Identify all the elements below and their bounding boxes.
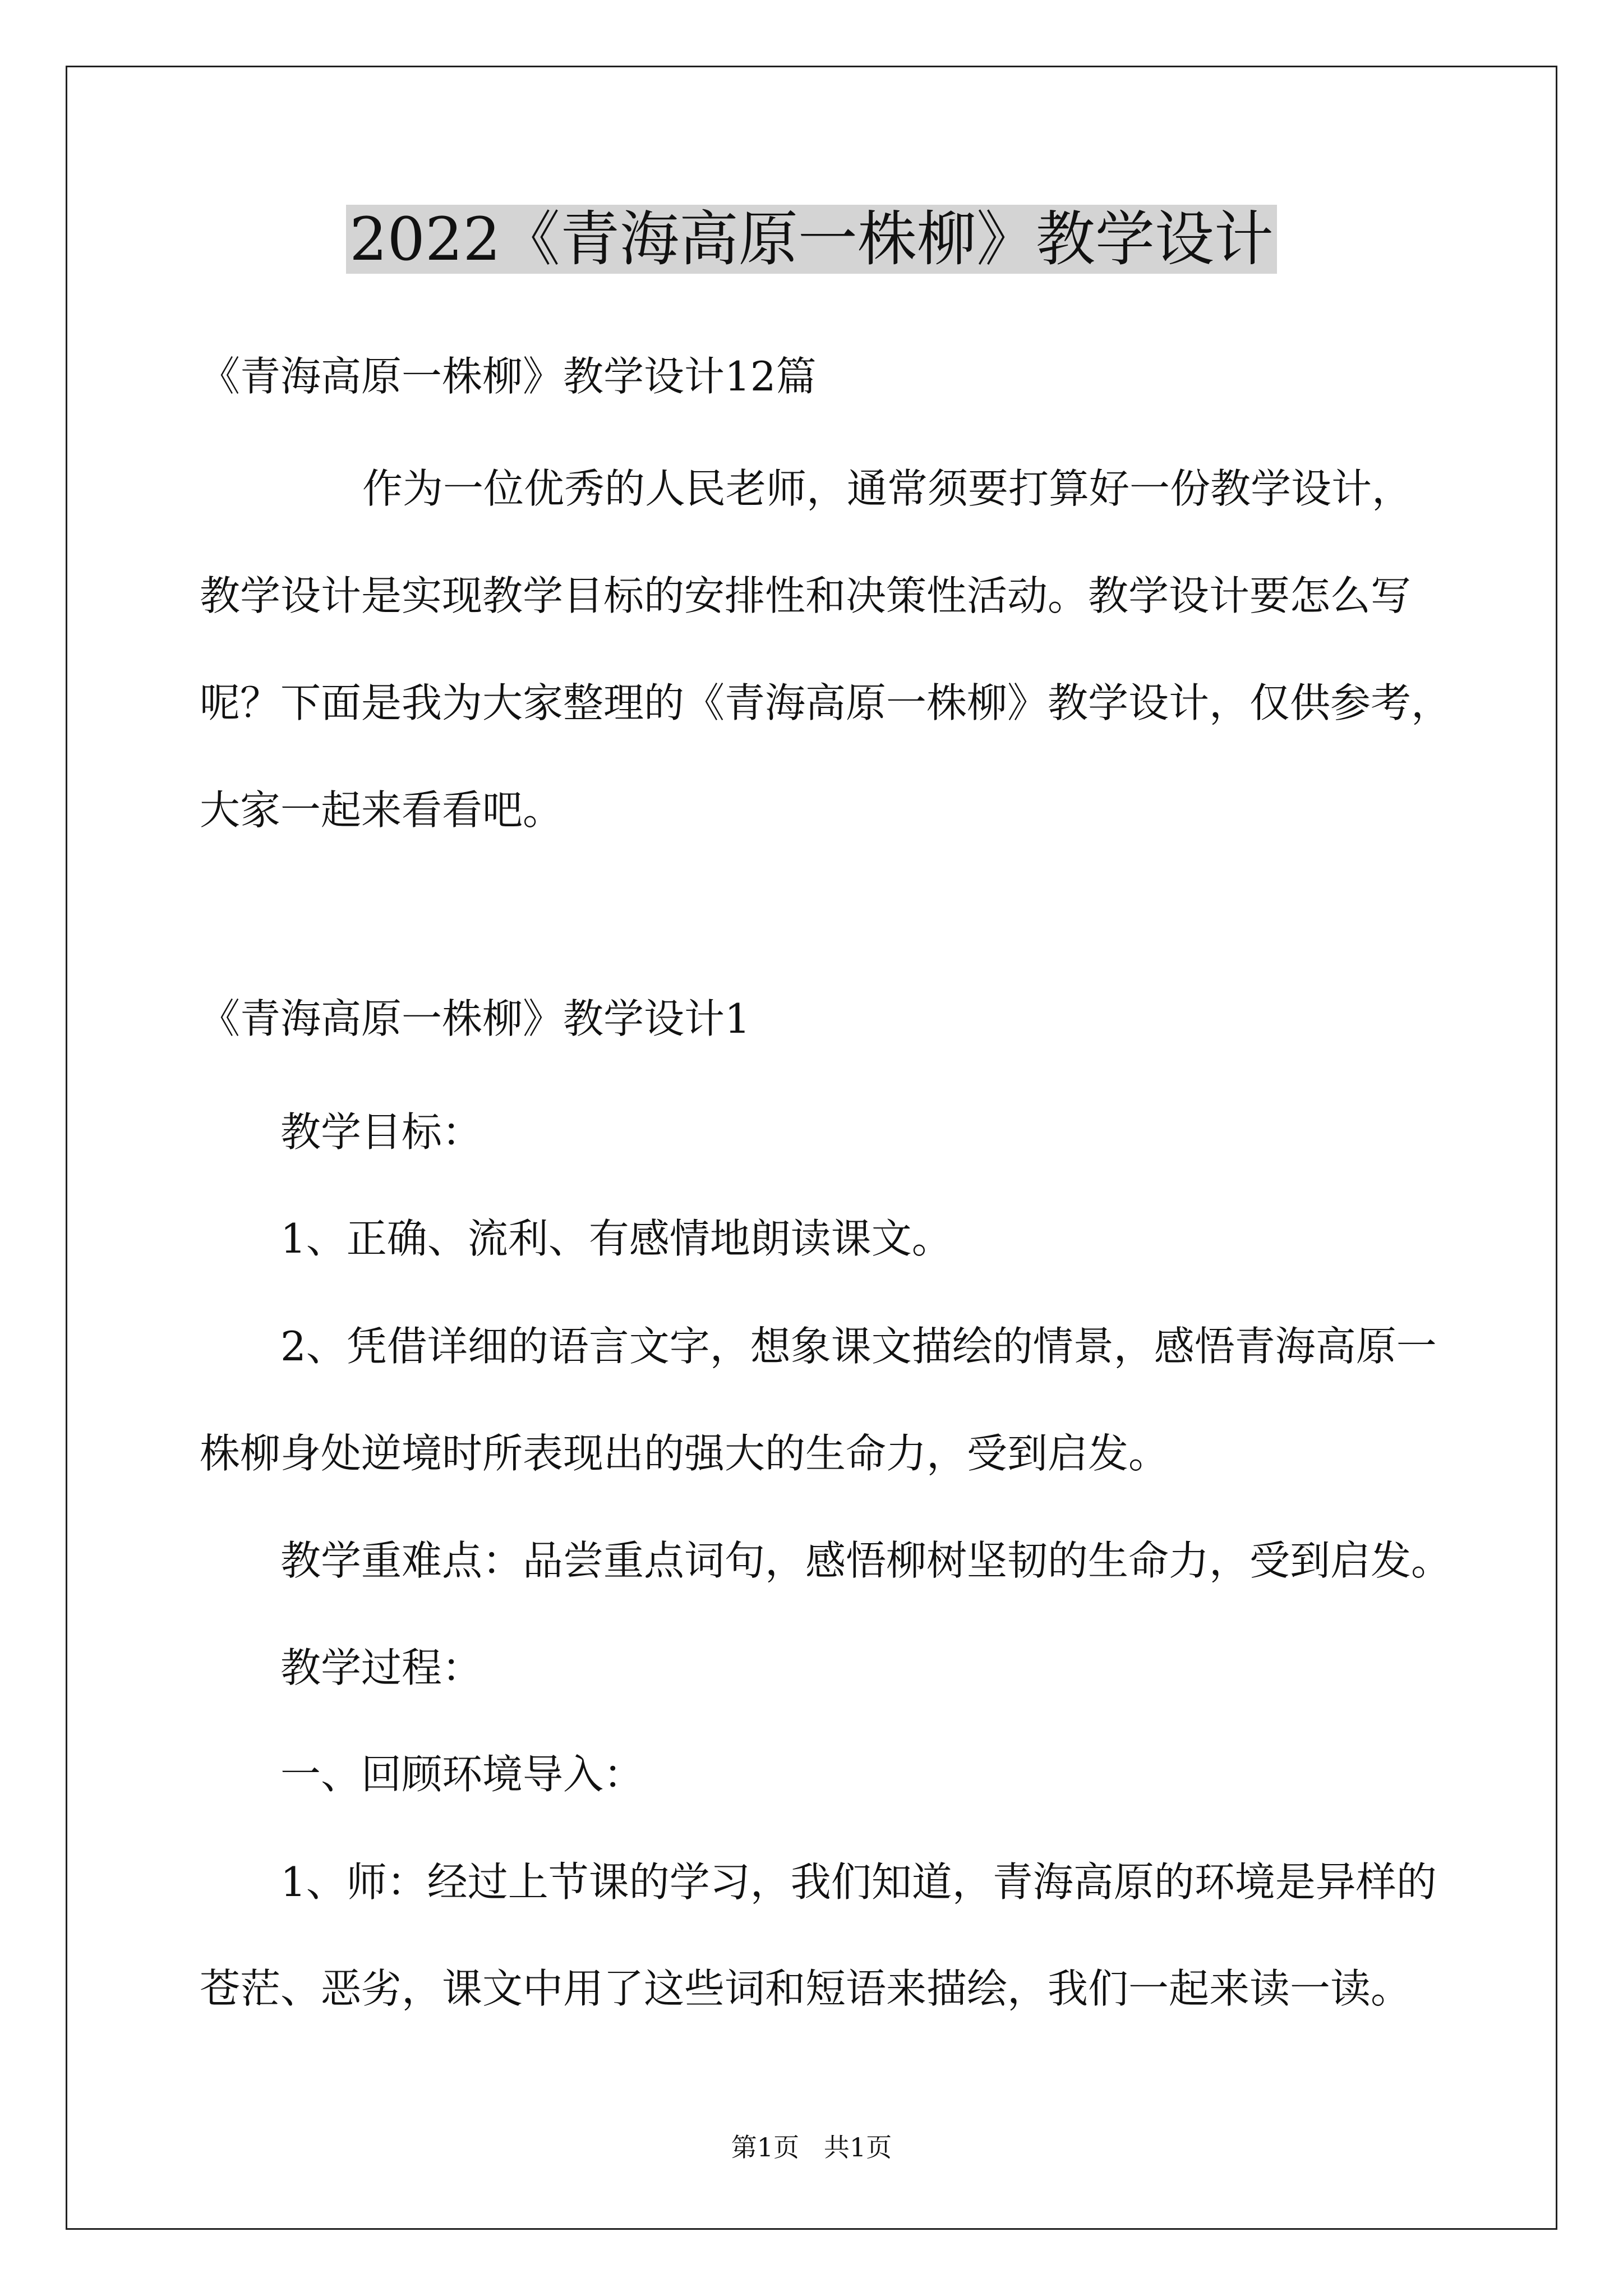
intro-paragraph-line-1: 作为一位优秀的人民老师，通常须要打算好一份教学设计， — [362, 465, 1413, 512]
section-heading: 《青海高原一株柳》教学设计1 — [200, 995, 750, 1042]
page-number-footer: 第1页 共1页 — [731, 2132, 892, 2162]
document-subtitle: 《青海高原一株柳》教学设计12篇 — [200, 353, 817, 400]
body-line-2: 1、正确、流利、有感情地朗读课文。 — [280, 1215, 952, 1262]
document-title — [0, 203, 1623, 276]
document-title-text: 2022《青海高原一株柳》教学设计 — [346, 205, 1277, 274]
body-line-7: 一、回顾环境导入： — [280, 1751, 644, 1798]
body-line-5: 教学重难点：品尝重点词句，感悟柳树坚韧的生命力，受到启发。 — [280, 1537, 1452, 1584]
body-line-1: 教学目标： — [280, 1108, 483, 1156]
body-line-6: 教学过程： — [280, 1644, 483, 1691]
intro-paragraph-line-4: 大家一起来看看吧。 — [200, 786, 564, 834]
intro-paragraph-line-2: 教学设计是实现教学目标的安排性和决策性活动。教学设计要怎么写 — [200, 572, 1412, 619]
body-line-8: 1、师：经过上节课的学习，我们知道，青海高原的环境是异样的 — [280, 1858, 1437, 1906]
intro-paragraph-line-3: 呢？下面是我为大家整理的《青海高原一株柳》教学设计，仅供参考， — [200, 679, 1452, 726]
body-line-3: 2、凭借详细的语言文字，想象课文描绘的情景，感悟青海高原一 — [280, 1323, 1437, 1370]
body-line-9: 苍茫、恶劣，课文中用了这些词和短语来描绘，我们一起来读一读。 — [200, 1965, 1412, 2012]
body-line-4: 株柳身处逆境时所表现出的强大的生命力，受到启发。 — [200, 1430, 1169, 1477]
